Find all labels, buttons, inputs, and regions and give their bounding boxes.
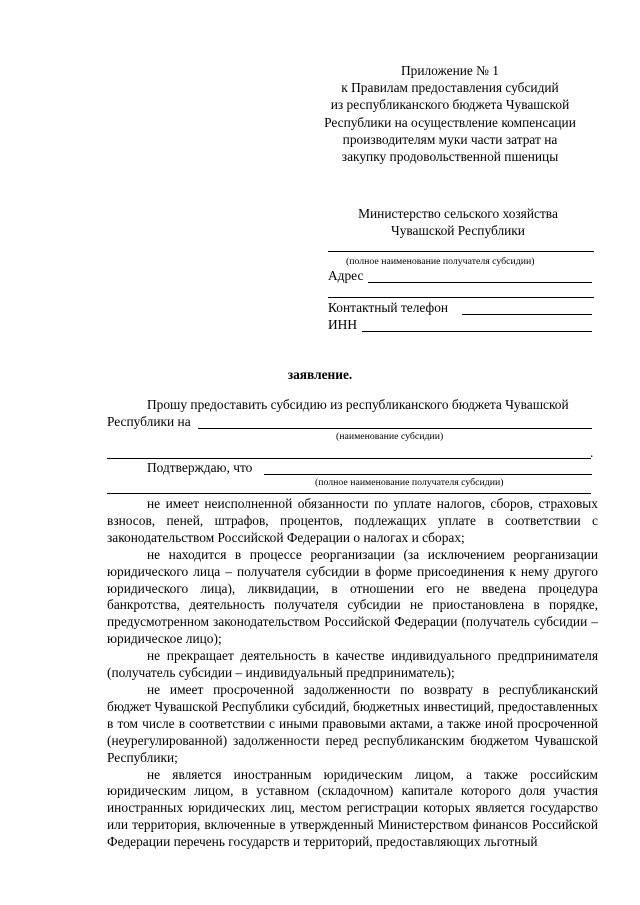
subsidy-name-field-line2[interactable] — [107, 458, 591, 459]
appendix-line: Приложение № 1 — [400, 63, 500, 78]
addressee-line: Министерство сельского хозяйства — [358, 206, 558, 221]
document-title: заявление. — [287, 367, 353, 382]
appendix-line: закупку продовольственной пшеницы — [341, 149, 559, 165]
phone-field[interactable] — [462, 314, 592, 315]
appendix-header — [300, 62, 600, 165]
conditions-list — [107, 496, 598, 851]
appendix-line: из республиканского бюджета Чувашской — [330, 97, 570, 113]
confirm-label: Подтверждаю, что — [147, 460, 253, 475]
condition-paragraph: не имеет неисполненной обязанности по уплате налогов, сборов, страховых взносов, пеней, штрафов, процентов, подлежащих уплате в соответствии с законодательством Российской Федерации о налогах и сборах; — [107, 496, 598, 545]
subsidy-name-field[interactable] — [198, 428, 592, 429]
phone-label: Контактный телефон — [328, 300, 449, 315]
address-field[interactable] — [368, 282, 592, 283]
inn-field[interactable] — [362, 331, 592, 332]
address-label: Адрес — [328, 268, 364, 283]
addressee-block — [318, 205, 598, 239]
recipient-name-caption: (полное наименование получателя субсидии) — [315, 477, 504, 488]
request-text: Прошу предоставить субсидию из республиканского бюджета Чувашской — [147, 397, 569, 412]
sentence-end-dot: . — [590, 445, 594, 460]
condition-paragraph: не является иностранным юридическим лицом, а также российским юридическим лицом, в уставном (складочном) капитале которого доля участия иностранных юридических лиц, местом регистрации которых является государство или территория, включенные в утвержденный Министерством финансов Российской Федерации перечень государств и территорий, предоставляющих льготный — [107, 766, 598, 850]
condition-paragraph: не прекращает деятельность в качестве индивидуального предпринимателя (получатель субсидии – индивидуальный предприниматель); — [107, 648, 598, 681]
addressee-line: Чувашской Республики — [391, 223, 525, 239]
inn-label: ИНН — [328, 317, 358, 332]
condition-paragraph: не имеет просроченной задолженности по возврату в республиканский бюджет Чувашской Республики субсидий, бюджетных инвестиций, предоставленных в том числе в соответствии с иными правовыми актами, а также иной просроченной (неурегулированной) задолженности перед республиканским бюджетом Чувашской Республики; — [107, 681, 598, 765]
request-prefix: Республики на — [107, 414, 191, 429]
address-field-line2[interactable] — [328, 297, 594, 298]
recipient-name-field[interactable] — [264, 474, 592, 475]
applicant-name-line[interactable] — [328, 251, 594, 252]
condition-paragraph: не находится в процессе реорганизации (за исключением реорганизации юридического лица – получателя субсидии в форме присоединения к нему другого юридического лица), ликвидации, в отношении его не введена процедура банкротства, деятельность получателя субсидии не приостановлена в порядке, предусмотренном законодательством Российской Федерации (получатель субсидии – юридическое лицо); — [107, 546, 598, 647]
recipient-name-field-line2[interactable] — [107, 493, 591, 494]
appendix-line: производителям муки части затрат на — [342, 131, 558, 147]
appendix-line: Республики на осуществление компенсации — [324, 114, 576, 130]
subsidy-name-caption: (наименование субсидии) — [336, 431, 444, 442]
appendix-line: к Правилам предоставления субсидий — [341, 80, 559, 96]
applicant-name-caption: (полное наименование получателя субсидии) — [346, 256, 535, 267]
